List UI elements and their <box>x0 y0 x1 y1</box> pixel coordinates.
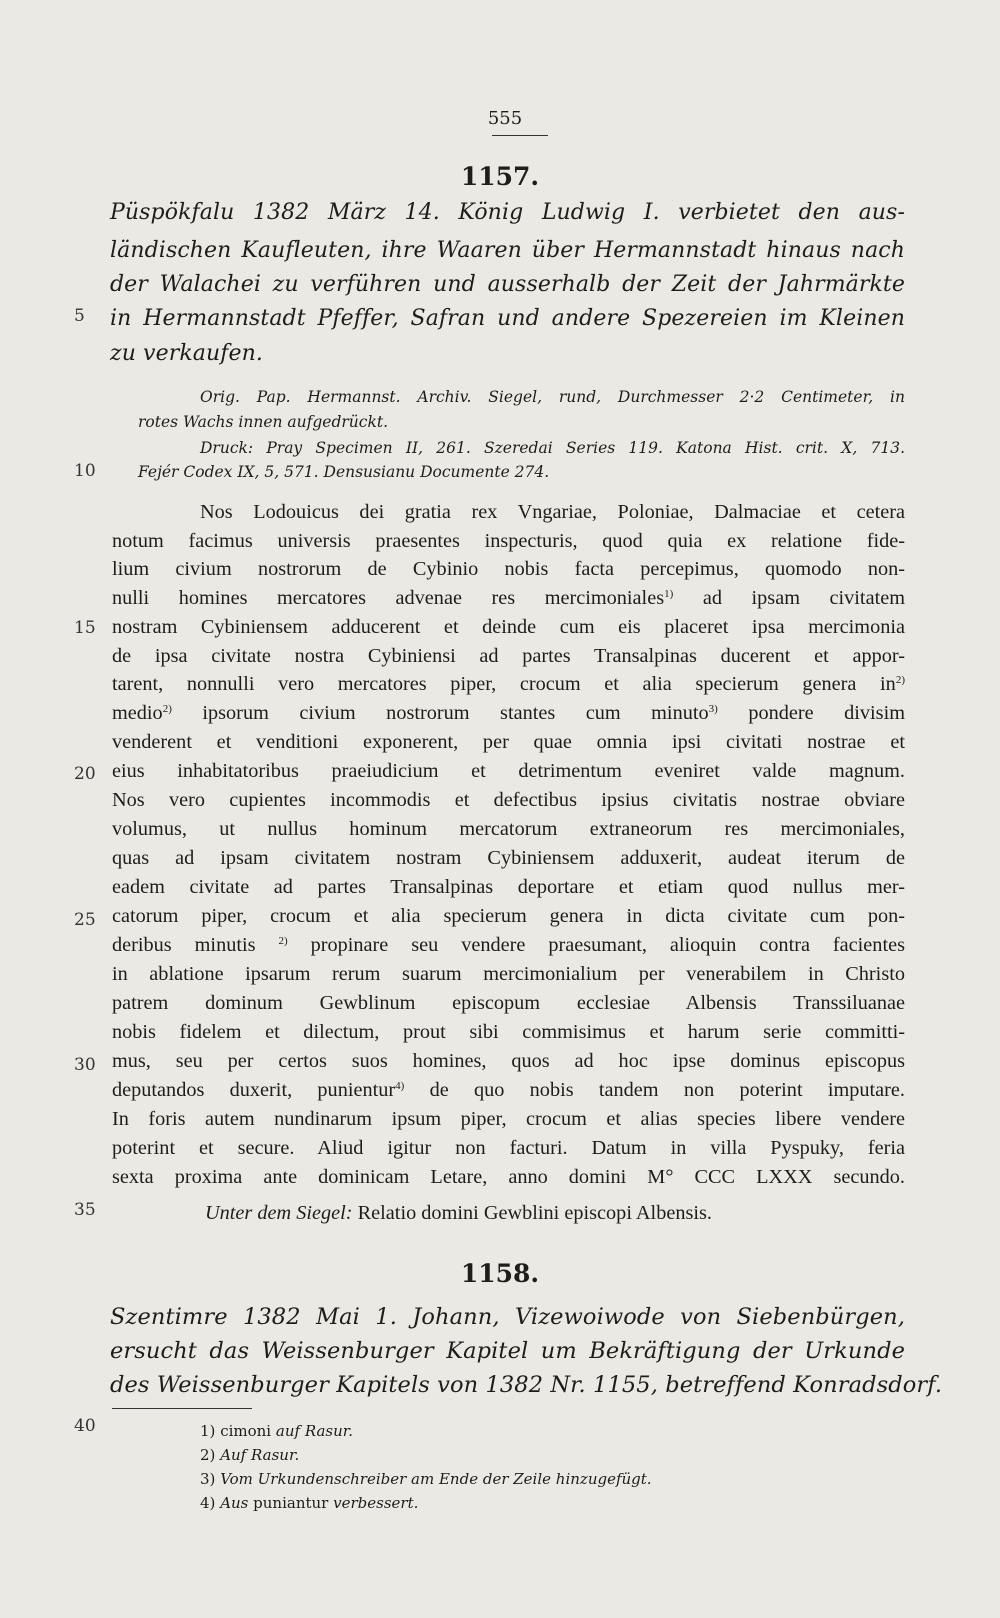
footnote-marker: 1) <box>200 1422 216 1440</box>
text-line: eadem civitate ad partes Transalpinas deportare et etiam quod nullus mer- <box>112 876 905 898</box>
text-segment: ad ipsam civitatem <box>702 587 905 609</box>
footnote <box>200 1422 353 1440</box>
text-line: catorum piper, crocum et alia specierum genera in dicta civitate cum pon- <box>112 905 905 927</box>
footnote-text: auf Rasur. <box>275 1422 354 1440</box>
regest-line: ländischen Kaufleuten, ihre Waaren über Hermannstadt hinaus nach <box>110 238 905 263</box>
footnote-marker: 2) <box>200 1446 216 1464</box>
text-line: notum facimus universis praesentes inspecturis, quod quia ex relatione fide- <box>112 530 905 552</box>
print-note: Fejér Codex IX, 5, 571. Densusianu Documente 274. <box>138 463 550 481</box>
text-line: in ablatione ipsarum rerum suarum mercimonialium per venerabilem in Christo <box>112 963 905 985</box>
source-note: Orig. Pap. Hermannst. Archiv. Siegel, rund, Durchmesser 2·2 Centimeter, in <box>200 388 905 406</box>
footnote-marker: 1) <box>664 588 674 600</box>
footnote-text: puniantur <box>253 1494 329 1512</box>
line-number: 35 <box>74 1200 96 1220</box>
text-line: eius inhabitatoribus praeiudicium et detrimentum eveniret valde magnum. <box>112 760 905 782</box>
text-line: nobis fidelem et dilectum, prout sibi commisimus et harum serie committi- <box>112 1021 905 1043</box>
regest-line: in Hermannstadt Pfeffer, Safran und andere Spezereien im Kleinen <box>110 306 905 331</box>
regest-line: Szentimre 1382 Mai 1. Johann, Vizewoiwode von Siebenbürgen, <box>110 1304 905 1330</box>
footnote-text: Vom Urkundenschreiber am Ende der Zeile hinzugefügt. <box>220 1470 652 1488</box>
text-line <box>112 934 905 957</box>
text-line: Nos Lodouicus dei gratia rex Vngariae, Poloniae, Dalmaciae et cetera <box>200 501 905 523</box>
text-line: In foris autem nundinarum ipsum piper, crocum et alias species libere vendere <box>112 1108 905 1130</box>
footnote-text: cimoni <box>220 1422 272 1440</box>
line-number: 20 <box>74 764 96 784</box>
footnote <box>200 1470 652 1488</box>
footnote-marker: 3) <box>200 1470 216 1488</box>
text-line: sexta proxima ante dominicam Letare, anno domini M° CCC LXXX secundo. <box>112 1166 905 1188</box>
source-note: rotes Wachs innen aufgedrückt. <box>138 413 388 431</box>
footnote <box>200 1446 299 1464</box>
text-segment: medio <box>112 702 163 724</box>
text-line <box>112 673 905 696</box>
text-line: poterint et secure. Aliud igitur non facturi. Datum in villa Pyspuky, feria <box>112 1137 905 1159</box>
footnote <box>200 1494 418 1512</box>
regest-line: der Walachei zu verführen und ausserhalb der Zeit der Jahrmärkte <box>110 272 905 297</box>
line-number: 40 <box>74 1416 96 1436</box>
seal-text: Relatio domini Gewblini episcopi Albensis. <box>357 1202 712 1224</box>
line-number: 30 <box>74 1055 96 1075</box>
footnote-marker: 2) <box>162 703 172 715</box>
print-note: Druck: Pray Specimen II, 261. Szeredai Series 119. Katona Hist. crit. X, 713. <box>200 439 905 457</box>
text-segment: de quo nobis tandem non poterint imputare. <box>429 1079 905 1101</box>
line-number: 15 <box>74 618 96 638</box>
footnote-marker: 2) <box>895 674 905 686</box>
page-number-rule <box>492 135 548 136</box>
line-number: 10 <box>74 461 96 481</box>
text-segment: ipsorum civium nostrorum stantes cum minuto <box>202 702 709 724</box>
text-line <box>112 1079 905 1102</box>
regest-line: ersucht das Weissenburger Kapitel um Bekräftigung der Urkunde <box>110 1338 905 1364</box>
text-segment: nulli homines mercatores advenae res mercimoniales <box>112 587 665 609</box>
text-line: Nos vero cupientes incommodis et defectibus ipsius civitatis nostrae obviare <box>112 789 905 811</box>
footnote-marker: 4) <box>395 1080 405 1092</box>
line-number: 25 <box>74 910 96 930</box>
footnote-marker: 3) <box>708 703 718 715</box>
text-line: mus, seu per certos suos homines, quos ad hoc ipse dominus episcopus <box>112 1050 905 1072</box>
page-number: 555 <box>487 108 523 129</box>
text-line: volumus, ut nullus hominum mercatorum extraneorum res mercimoniales, <box>112 818 905 840</box>
text-segment: tarent, nonnulli vero mercatores piper, crocum et alia specierum genera in <box>112 673 896 695</box>
footnote-marker: 2) <box>278 935 288 947</box>
text-line: quas ad ipsam civitatem nostram Cybiniensem adduxerit, audeat iterum de <box>112 847 905 869</box>
footnote-text: verbessert. <box>333 1494 419 1512</box>
document-number: 1157. <box>460 162 540 191</box>
seal-line <box>205 1202 712 1225</box>
text-line <box>112 702 905 725</box>
text-line: venderent et venditioni exponerent, per quae omnia ipsi civitati nostrae et <box>112 731 905 753</box>
document-number: 1158. <box>460 1259 540 1288</box>
text-line: lium civium nostrorum de Cybinio nobis facta percepimus, quomodo non- <box>112 558 905 580</box>
text-line: de ipsa civitate nostra Cybiniensi ad partes Transalpinas ducerent et appor- <box>112 645 905 667</box>
text-segment: pondere divisim <box>748 702 905 724</box>
regest-line: des Weissenburger Kapitels von 1382 Nr. 1155, betreffend Konradsdorf. <box>110 1372 943 1398</box>
line-number: 5 <box>74 306 85 326</box>
text-segment: deribus minutis <box>112 934 256 956</box>
text-line: nostram Cybiniensem adducerent et deinde cum eis placeret ipsa mercimonia <box>112 616 905 638</box>
text-line <box>112 587 905 610</box>
footnote-text: Aus <box>220 1494 249 1512</box>
regest-line: zu verkaufen. <box>110 341 263 366</box>
text-segment: deputandos duxerit, punientur <box>112 1079 396 1101</box>
regest-line: Püspökfalu 1382 März 14. König Ludwig I. verbietet den aus- <box>110 200 905 225</box>
footnote-text: Auf Rasur. <box>220 1446 300 1464</box>
seal-label: Unter dem Siegel: <box>205 1202 353 1224</box>
footnote-rule <box>112 1408 252 1409</box>
text-segment: propinare seu vendere praesumant, alioquin contra facientes <box>310 934 905 956</box>
footnote-marker: 4) <box>200 1494 216 1512</box>
text-line: patrem dominum Gewblinum episcopum ecclesiae Albensis Transsiluanae <box>112 992 905 1014</box>
